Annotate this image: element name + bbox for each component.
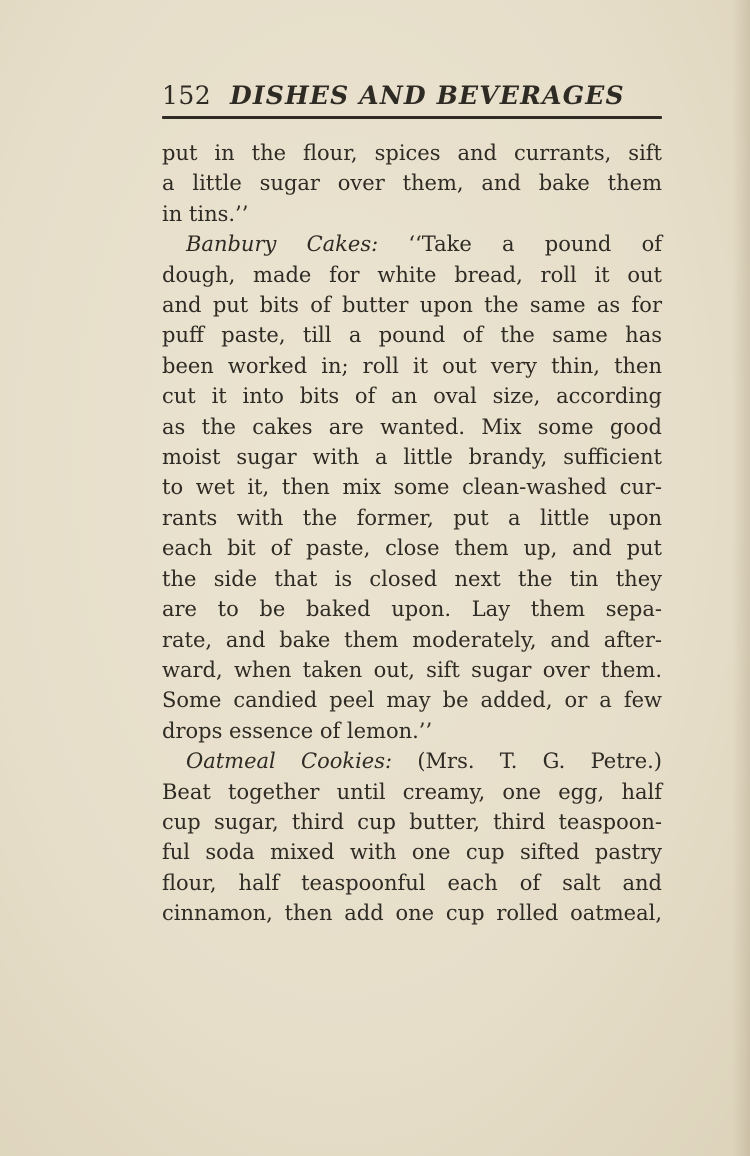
- text-line: [162, 594, 662, 624]
- line-text: Beat together until creamy, one egg, half: [162, 779, 662, 804]
- line-text: ‘‘Take a pound of: [378, 232, 662, 257]
- line-text: rants with the former, put a little upon: [162, 505, 662, 530]
- text-line: [162, 625, 662, 655]
- line-text: and put bits of butter upon the same as for: [162, 293, 662, 318]
- text-line: [162, 199, 662, 229]
- line-text: puff paste, till a pound of the same has: [162, 323, 662, 348]
- line-text: dough, made for white bread, roll it out: [162, 262, 662, 287]
- line-text: flour, half teaspoonful each of salt and: [162, 870, 662, 895]
- text-line: [162, 868, 662, 898]
- line-text: been worked in; roll it out very thin, then: [162, 353, 662, 378]
- line-text: ful soda mixed with one cup sifted pastry: [162, 840, 662, 865]
- text-line: [162, 320, 662, 350]
- line-text: ward, when taken out, sift sugar over them.: [162, 657, 662, 682]
- text-line: [162, 472, 662, 502]
- text-line: [162, 138, 662, 168]
- line-text: as the cakes are wanted. Mix some good: [162, 414, 662, 439]
- text-line: [162, 260, 662, 290]
- text-line: [162, 442, 662, 472]
- text-line: [162, 807, 662, 837]
- text-line: [162, 564, 662, 594]
- text-line: [162, 168, 662, 198]
- page-number: 152: [162, 81, 212, 110]
- text-line: [162, 898, 662, 928]
- line-text: to wet it, then mix some clean-washed cur-: [162, 475, 662, 500]
- line-text: are to be baked upon. Lay them sepa-: [162, 597, 662, 622]
- running-title: DISHES AND BEVERAGES: [230, 81, 625, 110]
- text-line: [162, 655, 662, 685]
- text-line: [162, 716, 662, 746]
- text-line: [162, 381, 662, 411]
- line-text: moist sugar with a little brandy, sufficient: [162, 445, 662, 470]
- line-text: cinnamon, then add one cup rolled oatmeal,: [162, 901, 662, 926]
- text-line: [162, 746, 662, 776]
- line-text: (Mrs. T. G. Petre.): [392, 749, 662, 774]
- body-text: [162, 138, 662, 929]
- header-rule: [162, 116, 662, 119]
- line-text: each bit of paste, close them up, and put: [162, 536, 662, 561]
- recipe-title: Oatmeal Cookies:: [186, 749, 393, 774]
- text-line: [162, 777, 662, 807]
- recipe-title: Banbury Cakes:: [186, 232, 379, 257]
- line-text: put in the flour, spices and currants, sift: [162, 141, 662, 165]
- line-text: Some candied peel may be added, or a few: [162, 688, 662, 713]
- line-text: rate, and bake them moderately, and after-: [162, 627, 662, 652]
- page-header: [162, 78, 662, 114]
- text-line: [162, 503, 662, 533]
- text-line: [162, 290, 662, 320]
- text-line: [162, 685, 662, 715]
- text-line: [162, 533, 662, 563]
- text-line: [162, 412, 662, 442]
- text-line: [162, 351, 662, 381]
- line-text: cup sugar, third cup butter, third teaspoon-: [162, 809, 662, 834]
- line-text: in tins.’’: [162, 201, 249, 226]
- line-text: cut it into bits of an oval size, according: [162, 384, 662, 409]
- line-text: drops essence of lemon.’’: [162, 718, 433, 743]
- line-text: the side that is closed next the tin they: [162, 566, 662, 591]
- text-line: [162, 229, 662, 259]
- line-text: a little sugar over them, and bake them: [162, 171, 662, 196]
- text-line: [162, 837, 662, 867]
- page-edge-shadow: [732, 0, 750, 1156]
